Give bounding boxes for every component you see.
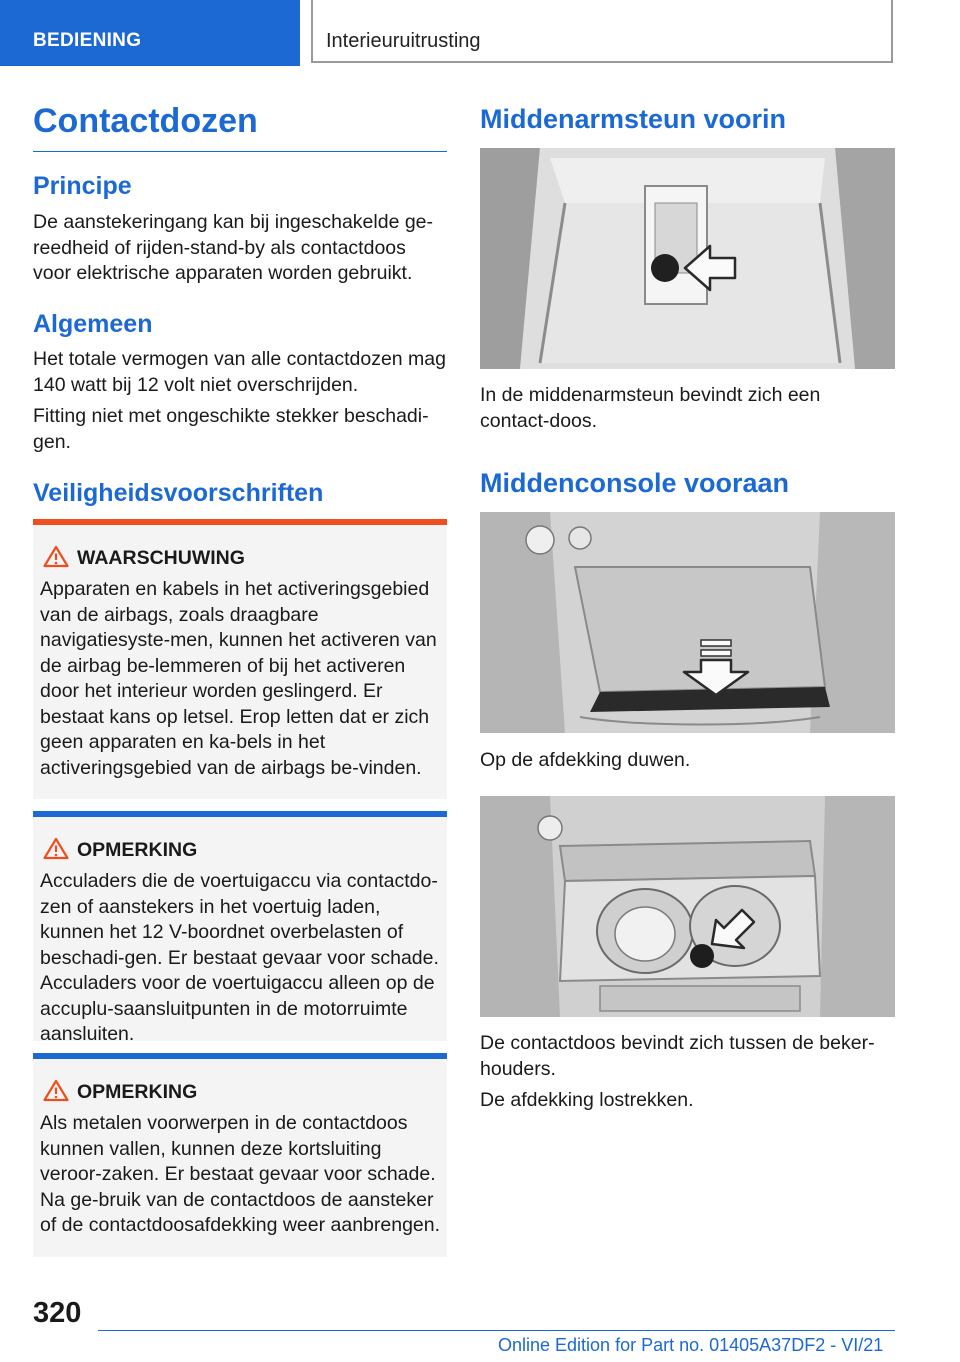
section-label: BEDIENING <box>33 30 142 51</box>
note-box-2 <box>33 1053 447 1257</box>
armrest-heading: Middenarmsteun voorin <box>480 104 787 134</box>
warning-box <box>33 519 447 799</box>
warning-triangle-icon <box>43 545 69 568</box>
algemeen-text-1: Het totale vermogen van alle contactdozen mag 140 watt bij 12 volt niet overschrijden. <box>33 348 446 396</box>
armrest-socket-illustration <box>480 148 895 369</box>
note-label-1: OPMERKING <box>77 839 198 861</box>
page-title: Contactdozen <box>33 102 447 152</box>
principe-heading: Principe <box>33 172 132 200</box>
note-bar-1 <box>33 811 447 817</box>
cupholder-figure <box>480 796 895 1017</box>
note-text-2: Als metalen voorwerpen in de contactdoos kunnen vallen, kunnen deze kortsluiting veroor-zaken. Er bestaat gevaar voor schade. Na ge-bruik van de contactdoos de aansteker of de contactdoosafdekking weer aanbrengen. <box>40 1112 441 1236</box>
warning-text: Apparaten en kabels in het activeringsgebied van de airbags, zoals draagbare navigatiesyste-men, kunnen het activeren van de airbag be-lemmeren of bij het activeren door het interieur worden geslingerd. Er bestaat kans op letsel. Erop letten dat er zich geen apparaten en ka-bels in het activeringsgebied van de airbags be-vinden. <box>40 578 437 779</box>
algemeen-heading: Algemeen <box>33 310 153 338</box>
armrest-caption: In de middenarmsteun bevindt zich een contact-doos. <box>480 384 821 432</box>
note-text-1: Acculaders die de voertuigaccu via contactdo-zen of aanstekers in het voertuig laden, kunnen het 12 V-boordnet overbelasten of beschadi-gen. Er bestaat gevaar voor schade. Acculaders voor de voertuigaccu alleen op de accuplu-saansluitpunten in de motorruimte aansluiten. <box>40 870 439 1045</box>
note-label-2: OPMERKING <box>77 1081 198 1103</box>
caution-triangle-icon <box>43 1079 69 1102</box>
console-heading: Middenconsole vooraan <box>480 468 790 498</box>
section-tab <box>0 0 300 66</box>
algemeen-text-2: Fitting niet met ongeschikte stekker beschadi-gen. <box>33 405 429 453</box>
caution-triangle-icon <box>43 837 69 860</box>
armrest-figure <box>480 148 895 369</box>
console-cover-figure <box>480 512 895 733</box>
principe-text: De aanstekeringang kan bij ingeschakelde ge-reedheid of rijden-stand-by als contactdoos voor elektrische apparaten worden gebruikt. <box>33 211 434 284</box>
page-number: 320 <box>33 1297 82 1329</box>
console-caption-1: Op de afdekking duwen. <box>480 749 691 771</box>
note-box-1 <box>33 811 447 1045</box>
chapter-label: Interieuruitrusting <box>326 30 481 52</box>
console-caption-2: De contactdoos bevindt zich tussen de beker-houders. <box>480 1032 875 1080</box>
warning-bar <box>33 519 447 525</box>
cupholder-socket-illustration <box>480 796 895 1017</box>
footer-rule <box>98 1330 895 1331</box>
note-bar-2 <box>33 1053 447 1059</box>
console-cover-illustration <box>480 512 895 733</box>
warning-label: WAARSCHUWING <box>77 547 245 569</box>
chapter-tab <box>311 0 893 63</box>
console-caption-3: De afdekking lostrekken. <box>480 1089 694 1111</box>
veiligheid-heading: Veiligheidsvoorschriften <box>33 479 324 507</box>
footer-edition: Online Edition for Part no. 01405A37DF2 - VI/21 <box>498 1335 884 1355</box>
